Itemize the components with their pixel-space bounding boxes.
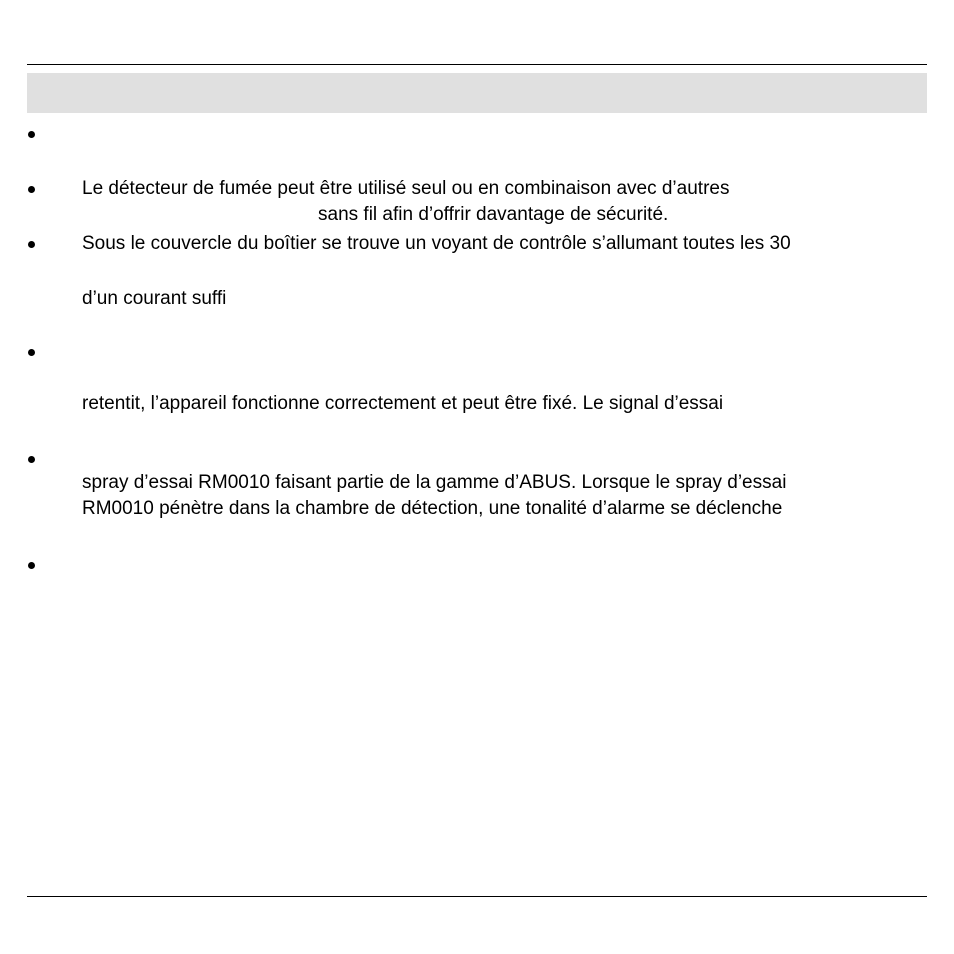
bullet-3	[28, 241, 35, 248]
bullet-5	[28, 456, 35, 463]
bullet-4-line-1: retentit, l’appareil fonctionne correctement et peut être fixé. Le signal d’essai	[82, 393, 724, 414]
bullet-6	[28, 562, 35, 569]
bullet-3-line-1: Sous le couvercle du boîtier se trouve un voyant de contrôle s’allumant toutes les 30	[82, 233, 791, 254]
bullet-5-line-2: RM0010 pénètre dans la chambre de détection, une tonalité d’alarme se déclenche	[82, 498, 783, 519]
bullet-4	[28, 349, 35, 356]
bullet-2-line-1: Le détecteur de fumée peut être utilisé seul ou en combinaison avec d’autres	[82, 178, 730, 199]
section-heading-band	[27, 73, 927, 113]
bullet-3-line-2: d’un courant suffi	[82, 288, 227, 309]
bullet-5-line-1: spray d’essai RM0010 faisant partie de la gamme d’ABUS. Lorsque le spray d’essai	[82, 472, 787, 493]
bullet-2	[28, 186, 35, 193]
bullet-2-line-2: sans fil afin d’offrir davantage de sécurité.	[318, 204, 669, 225]
header-rule	[27, 64, 927, 65]
footer-rule	[27, 896, 927, 897]
bullet-1	[28, 131, 35, 138]
